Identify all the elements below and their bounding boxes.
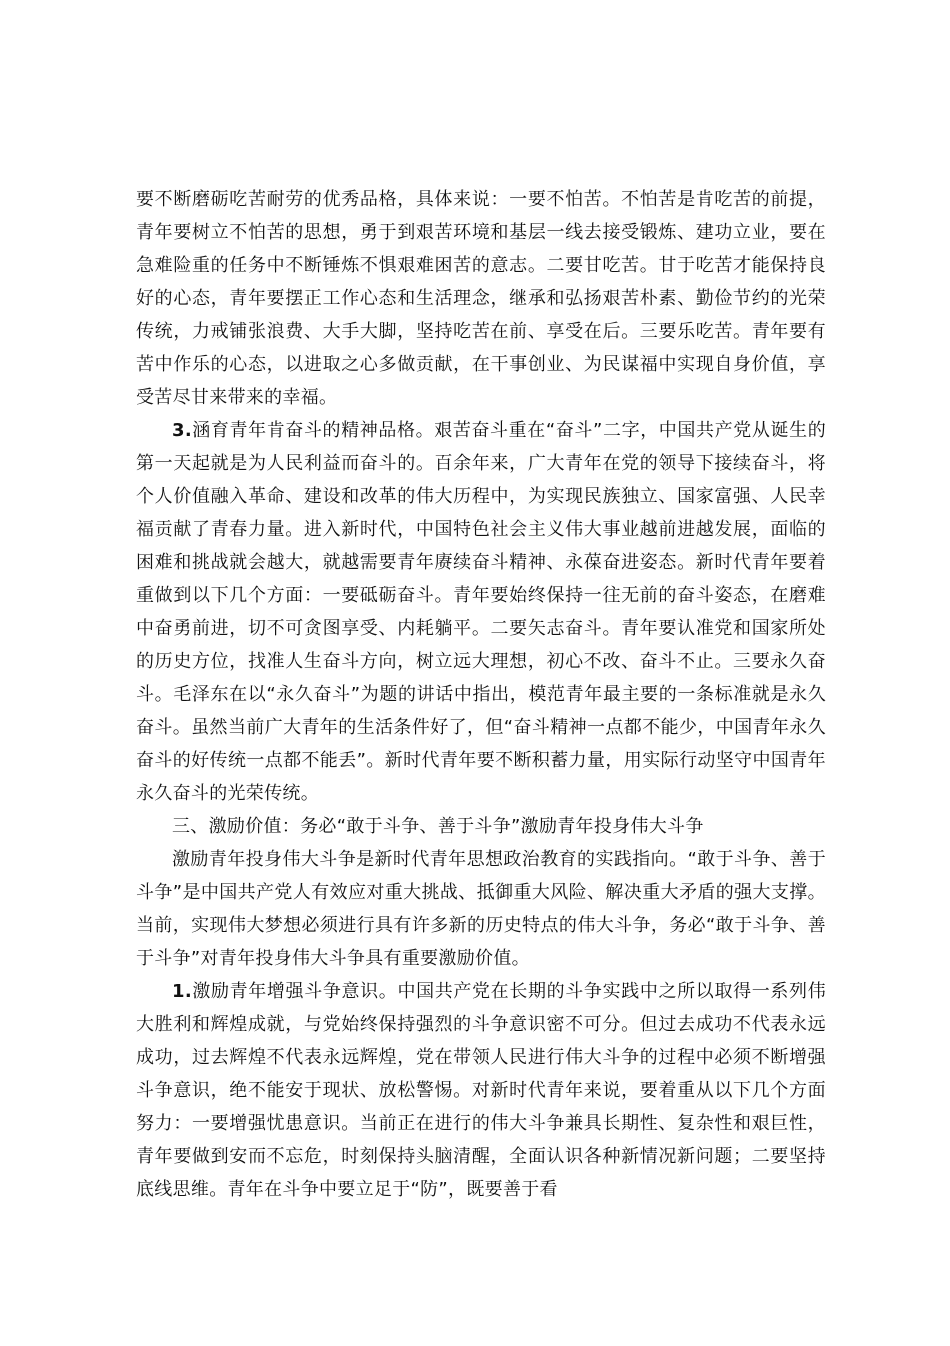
paragraph-text: 涵育青年肯奋斗的精神品格。艰苦奋斗重在“奋斗”二字，中国共产党从诞生的第一天起就是为人民利益而奋斗的。百余年来，广大青年在党的领导下接续奋斗，将个人价值融入革命、建设和改革的伟大历程中，为实现民族独立、国家富强、人民幸福贡献了青春力量。进入新时代，中国特色社会主义伟大事业越前进越发展，面临的困难和挑战就会越大，就越需要青年赓续奋斗精神、永葆奋进姿态。新时代青年要着重做到以下几个方面：一要砥砺奋斗。青年要始终保持一往无前的奋斗姿态，在磨难中奋勇前进，切不可贪图享受、内耗躺平。二要矢志奋斗。青年要认准党和国家所处的历史方位，找准人生奋斗方向，树立远大理想，初心不改、奋斗不止。三要永久奋斗。毛泽东在以“永久奋斗”为题的讲话中指出，模范青年最主要的一条标准就是永久奋斗。虽然当前广大青年的生活条件好了，但“奋斗精神一点都不能少，中国青年永久奋斗的好传统一点都不能丢”。新时代青年要不断积蓄力量，用实际行动坚守中国青年永久奋斗的光荣传统。 [136,420,826,804]
paragraph-p4 [136,843,826,975]
paragraph-p1 [136,183,826,414]
body-text [136,183,826,1206]
paragraph-p5 [136,975,826,1206]
paragraph-p2 [136,414,826,810]
item-number: 3. [172,420,192,441]
paragraph-text: 激励青年投身伟大斗争是新时代青年思想政治教育的实践指向。“敢于斗争、善于斗争”是中国共产党人有效应对重大挑战、抵御重大风险、解决重大矛盾的强大支撑。当前，实现伟大梦想必须进行具有许多新的历史特点的伟大斗争，务必“敢于斗争、善于斗争”对青年投身伟大斗争具有重要激励价值。 [136,849,826,969]
paragraph-text: 要不断磨砺吃苦耐劳的优秀品格，具体来说：一要不怕苦。不怕苦是肯吃苦的前提，青年要树立不怕苦的思想，勇于到艰苦环境和基层一线去接受锻炼、建功立业，要在急难险重的任务中不断锤炼不惧艰难困苦的意志。二要甘吃苦。甘于吃苦才能保持良好的心态，青年要摆正工作心态和生活理念，继承和弘扬艰苦朴素、勤俭节约的光荣传统，力戒铺张浪费、大手大脚，坚持吃苦在前、享受在后。三要乐吃苦。青年要有苦中作乐的心态，以进取之心多做贡献，在干事创业、为民谋福中实现自身价值，享受苦尽甘来带来的幸福。 [136,189,826,408]
heading-text: 三、激励价值：务必“敢于斗争、善于斗争”激励青年投身伟大斗争 [172,816,704,837]
item-number: 1. [172,981,192,1002]
paragraph-text: 激励青年增强斗争意识。中国共产党在长期的斗争实践中之所以取得一系列伟大胜利和辉煌成就，与党始终保持强烈的斗争意识密不可分。但过去成功不代表永远成功，过去辉煌不代表永远辉煌，党在带领人民进行伟大斗争的过程中必须不断增强斗争意识，绝不能安于现状、放松警惕。对新时代青年来说，要着重从以下几个方面努力：一要增强忧患意识。当前正在进行的伟大斗争兼具长期性、复杂性和艰巨性，青年要做到安而不忘危，时刻保持头脑清醒，全面认识各种新情况新问题；二要坚持底线思维。青年在斗争中要立足于“防”，既要善于看 [136,981,826,1200]
section-heading [136,810,826,843]
